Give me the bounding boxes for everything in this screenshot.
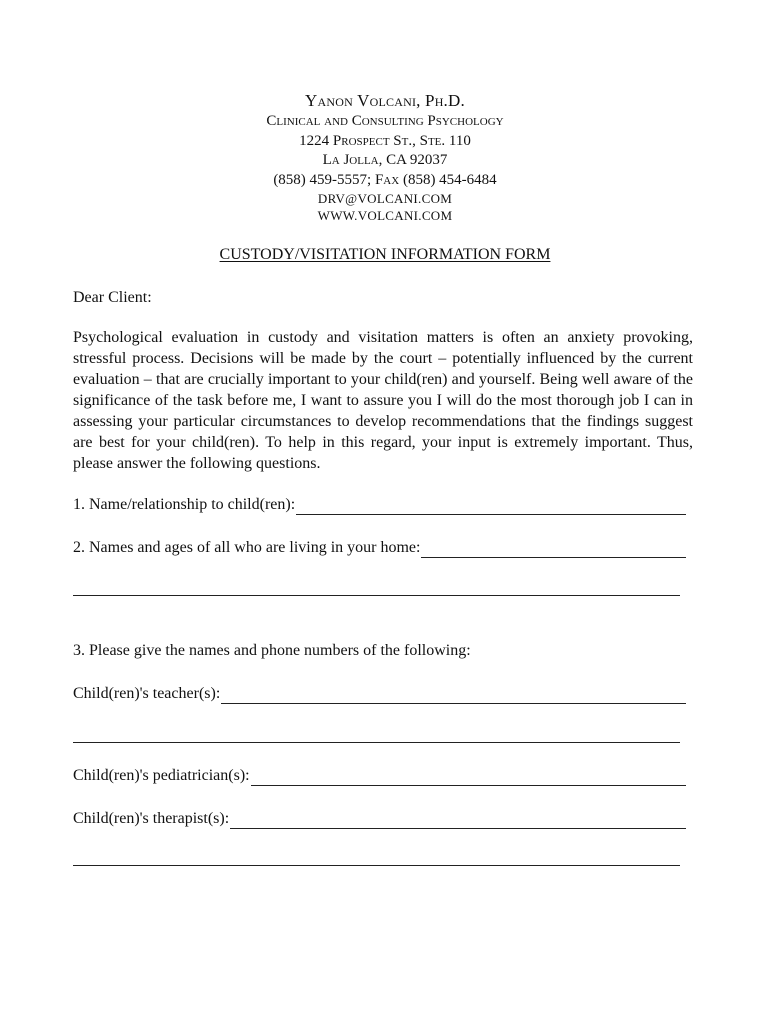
question-3-label: 3. Please give the names and phone numbers of the following:	[73, 642, 471, 659]
pediatrician-blank[interactable]	[251, 771, 686, 786]
teacher-blank[interactable]	[221, 689, 686, 704]
household-members-blank[interactable]	[421, 543, 686, 558]
pediatrician-label: Child(ren)'s pediatrician(s):	[73, 767, 250, 784]
teacher-label: Child(ren)'s teacher(s):	[73, 685, 221, 702]
salutation: Dear Client:	[73, 289, 152, 306]
therapist-blank-continued[interactable]	[73, 864, 680, 866]
address-line-1: 1224 Prospect St., Ste. 110	[299, 132, 471, 149]
teacher-row	[73, 683, 686, 704]
teacher-blank-continued[interactable]	[73, 741, 680, 743]
email-address: DRV@VOLCANI.COM	[317, 191, 453, 206]
therapist-blank[interactable]	[230, 814, 686, 829]
question-3-row	[73, 640, 686, 661]
therapist-row	[73, 808, 686, 829]
practice-name: Clinical and Consulting Psychology	[266, 113, 504, 129]
question-1-label: 1. Name/relationship to child(ren):	[73, 496, 296, 513]
question-2-label: 2. Names and ages of all who are living in your home:	[73, 539, 421, 556]
website: WWW.VOLCANI.COM	[317, 208, 453, 223]
intro-paragraph: Psychological evaluation in custody and visitation matters is often an anxiety provoking, stressful process. Decisions will be made by the court – potentially influenced by the current evaluation – that are crucially important to your child(ren) and yourself. Being well aware of the significance of the task before me, I want to assure you I will do the most thorough job I can in assessing your particular circumstances to develop recommendations that the findings suggest are best for your child(ren). To help in this regard, your input is extremely important. Thus, please answer the following questions.	[73, 329, 693, 472]
letterhead	[0, 90, 770, 224]
phone-fax: (858) 459-5557; Fax (858) 454-6484	[273, 171, 497, 188]
form-title-container	[0, 244, 770, 266]
practitioner-name: Yanon Volcani, Ph.D.	[305, 91, 465, 110]
relationship-blank[interactable]	[296, 500, 686, 515]
household-members-blank-continued[interactable]	[73, 594, 680, 596]
form-title: CUSTODY/VISITATION INFORMATION FORM	[219, 246, 551, 263]
therapist-label: Child(ren)'s therapist(s):	[73, 810, 230, 827]
pediatrician-row	[73, 765, 686, 786]
address-line-2: La Jolla, CA 92037	[322, 152, 448, 168]
question-2-row	[73, 537, 686, 558]
question-1-row	[73, 494, 686, 515]
